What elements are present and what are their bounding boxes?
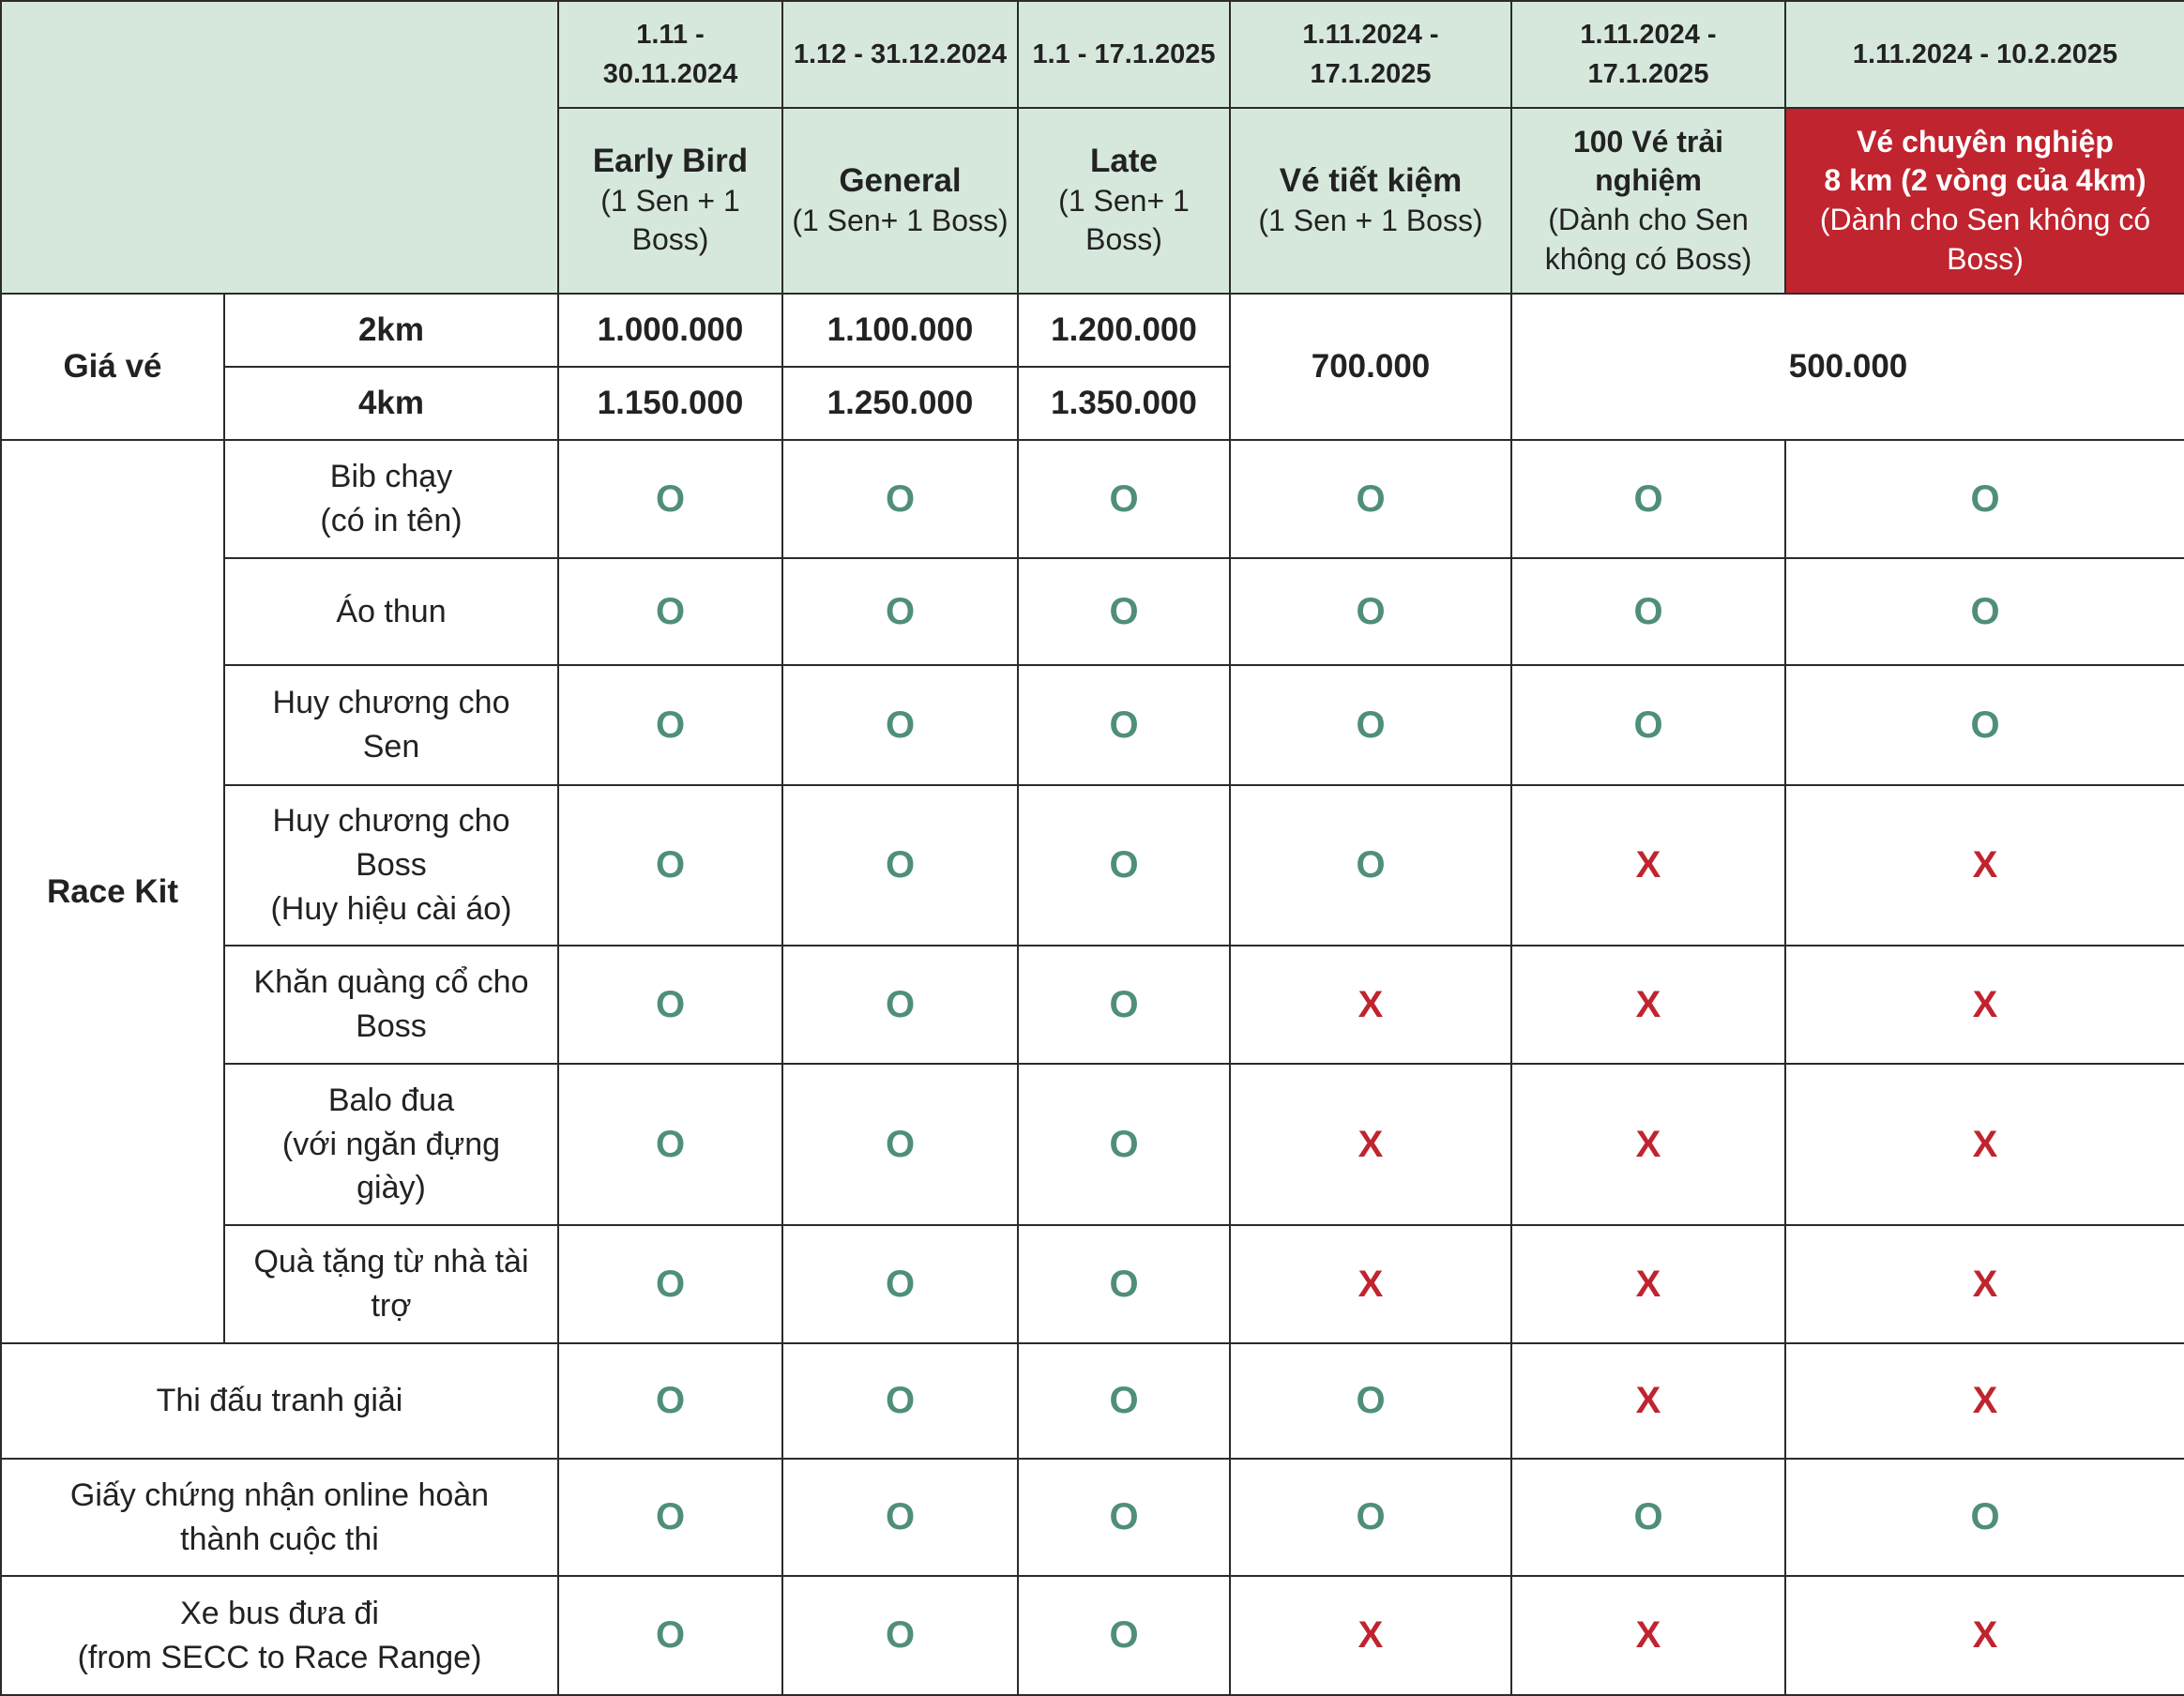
mark-cell: O [558, 440, 782, 558]
mark-cell: O [558, 558, 782, 665]
mark-cell: O [558, 1225, 782, 1343]
mark-cell: O [1230, 665, 1511, 785]
mark-cell: O [1511, 558, 1785, 665]
mark-cell: O [782, 665, 1018, 785]
item-label: Huy chương cho Sen [224, 665, 558, 785]
price-cell: 1.350.000 [1018, 367, 1230, 440]
ticket-sub: Boss) [1947, 241, 2024, 276]
price-cell: 1.200.000 [1018, 294, 1230, 367]
mark-cell: O [1018, 665, 1230, 785]
ticket-name: Early Bird [592, 143, 749, 180]
table-row [1, 785, 2184, 946]
date-general: 1.12 - 31.12.2024 [782, 1, 1018, 108]
mark-cell: X [1230, 1225, 1511, 1343]
table-row [1, 1576, 2184, 1695]
item-label: Huy chương cho Boss (Huy hiệu cài áo) [224, 785, 558, 946]
table-row [1, 440, 2184, 558]
price-cell: 1.000.000 [558, 294, 782, 367]
mark-cell: X [1230, 1064, 1511, 1225]
price-cell: 1.150.000 [558, 367, 782, 440]
row-label: Thi đấu tranh giải [1, 1343, 558, 1459]
mark-cell: O [782, 1459, 1018, 1576]
price-label: Giá vé [1, 294, 224, 440]
mark-cell: O [1018, 440, 1230, 558]
ticket-sub: (1 Sen+ 1 Boss) [792, 203, 1009, 237]
km-4: 4km [224, 367, 558, 440]
ticket-sub: không có Boss) [1544, 241, 1752, 276]
mark-cell: X [1511, 1343, 1785, 1459]
table-row [1, 1343, 2184, 1459]
mark-cell: O [1018, 558, 1230, 665]
mark-cell: X [1511, 785, 1785, 946]
mark-cell: X [1785, 1225, 2184, 1343]
mark-cell: X [1511, 946, 1785, 1064]
ticket-general [782, 108, 1018, 294]
mark-cell: O [558, 1576, 782, 1695]
mark-cell: X [1785, 785, 2184, 946]
ticket-sub: (1 Sen + 1 Boss) [600, 183, 740, 257]
mark-cell: X [1785, 946, 2184, 1064]
item-label: Áo thun [224, 558, 558, 665]
mark-cell: O [558, 1064, 782, 1225]
mark-cell: O [782, 1225, 1018, 1343]
mark-cell: O [782, 946, 1018, 1064]
mark-cell: O [1511, 1459, 1785, 1576]
date-late: 1.1 - 17.1.2025 [1018, 1, 1230, 108]
table-row [1, 1064, 2184, 1225]
mark-cell: X [1511, 1576, 1785, 1695]
ticket-late [1018, 108, 1230, 294]
table-row [1, 946, 2184, 1064]
price-cell: 1.250.000 [782, 367, 1018, 440]
ticket-sub: (1 Sen+ 1 Boss) [1058, 183, 1190, 257]
mark-cell: O [1230, 1459, 1511, 1576]
mark-cell: O [1230, 785, 1511, 946]
ticket-name: Vé tiết kiệm [1279, 161, 1463, 199]
ticket-saver [1230, 108, 1511, 294]
mark-cell: O [1018, 1343, 1230, 1459]
mark-cell: O [782, 785, 1018, 946]
mark-cell: O [1018, 1459, 1230, 1576]
ticket-name: nghiệm [1595, 163, 1702, 198]
table-row [1, 1225, 2184, 1343]
single-price: 500.000 [1511, 294, 2184, 440]
ticket-pro [1785, 108, 2184, 294]
mark-cell: X [1230, 946, 1511, 1064]
mark-cell: X [1230, 1576, 1511, 1695]
mark-cell: O [1785, 665, 2184, 785]
mark-cell: O [1511, 440, 1785, 558]
mark-cell: O [1230, 440, 1511, 558]
mark-cell: O [558, 665, 782, 785]
mark-cell: O [1018, 1576, 1230, 1695]
mark-cell: O [1230, 1343, 1511, 1459]
km-2: 2km [224, 294, 558, 367]
date-early-bird: 1.11 - 30.11.2024 [558, 1, 782, 108]
mark-cell: O [782, 558, 1018, 665]
table-row [1, 1459, 2184, 1576]
ticket-name: General [839, 161, 962, 199]
item-label: Balo đua (với ngăn đựng giày) [224, 1064, 558, 1225]
mark-cell: O [1785, 1459, 2184, 1576]
ticket-name: Late [1090, 143, 1158, 180]
mark-cell: X [1785, 1343, 2184, 1459]
date-pro: 1.11.2024 - 10.2.2025 [1785, 1, 2184, 108]
mark-cell: O [1785, 440, 2184, 558]
ticket-trial [1511, 108, 1785, 294]
ticket-early-bird [558, 108, 782, 294]
mark-cell: O [1511, 665, 1785, 785]
ticket-name: 100 Vé trải [1572, 124, 1724, 159]
mark-cell: O [782, 1064, 1018, 1225]
item-label: Khăn quàng cổ cho Boss [224, 946, 558, 1064]
date-trial: 1.11.2024 - 17.1.2025 [1511, 1, 1785, 108]
row-label: Xe bus đưa đi (from SECC to Race Range) [1, 1576, 558, 1695]
ticket-name: Vé chuyên nghiệp [1857, 124, 2114, 159]
item-label: Bib chạy (có in tên) [224, 440, 558, 558]
mark-cell: X [1785, 1576, 2184, 1695]
ticket-sub: (Dành cho Sen [1548, 203, 1749, 236]
price-cell: 1.100.000 [782, 294, 1018, 367]
mark-cell: O [1785, 558, 2184, 665]
mark-cell: O [558, 946, 782, 1064]
race-kit-label: Race Kit [1, 440, 224, 1343]
mark-cell: O [782, 440, 1018, 558]
mark-cell: O [1018, 785, 1230, 946]
ticket-sub: (Dành cho Sen không có [1819, 203, 2151, 236]
mark-cell: O [558, 1459, 782, 1576]
mark-cell: X [1511, 1225, 1785, 1343]
ticket-sub: (1 Sen + 1 Boss) [1258, 203, 1483, 237]
date-saver: 1.11.2024 - 17.1.2025 [1230, 1, 1511, 108]
mark-cell: O [1018, 1225, 1230, 1343]
row-label: Giấy chứng nhận online hoàn thành cuộc thi [1, 1459, 558, 1576]
mark-cell: O [1018, 946, 1230, 1064]
mark-cell: O [558, 785, 782, 946]
mark-cell: O [782, 1576, 1018, 1695]
saver-price: 700.000 [1230, 294, 1511, 440]
table-row [1, 665, 2184, 785]
corner-cell [1, 1, 558, 294]
mark-cell: O [1230, 558, 1511, 665]
mark-cell: X [1785, 1064, 2184, 1225]
mark-cell: O [1018, 1064, 1230, 1225]
mark-cell: O [558, 1343, 782, 1459]
table-row [1, 558, 2184, 665]
item-label: Quà tặng từ nhà tài trợ [224, 1225, 558, 1343]
mark-cell: X [1511, 1064, 1785, 1225]
ticket-name: 8 km (2 vòng của 4km) [1824, 163, 2146, 198]
mark-cell: O [782, 1343, 1018, 1459]
